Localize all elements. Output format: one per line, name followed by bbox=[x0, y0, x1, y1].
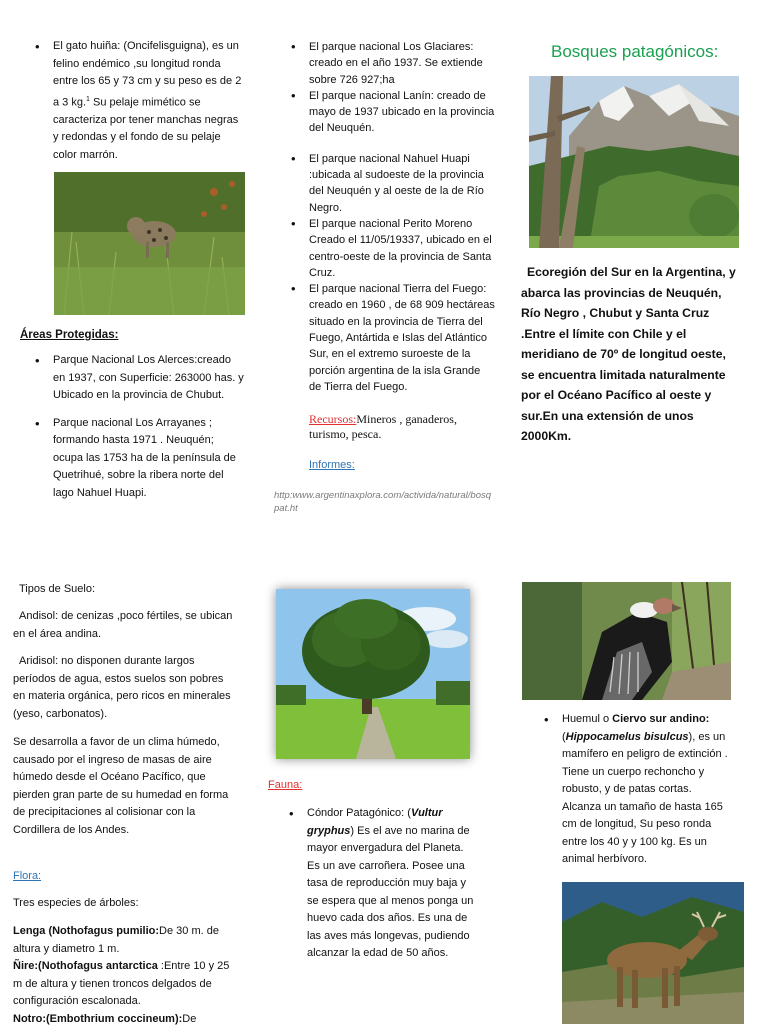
areas-protegidas-heading: Áreas Protegidas: bbox=[20, 327, 118, 345]
parque-glaciares bbox=[309, 39, 495, 88]
aridisol-text: Aridisol: no disponen durante largos períodos de agua, estos suelos son pobres en materia orgánica, pero ricos en minerales (yeso, carbonatos). bbox=[13, 653, 233, 723]
bosque-photo bbox=[529, 76, 739, 248]
parque-perito-moreno bbox=[309, 216, 495, 281]
recursos-text: Mineros , ganaderos, turismo, pesca. bbox=[309, 412, 457, 441]
condor-photo bbox=[522, 582, 731, 700]
nire-name: Ñire:(Nothofagus antarctica bbox=[13, 960, 158, 972]
huemul-paren: ( bbox=[562, 731, 566, 743]
recursos-label: Recursos: bbox=[309, 412, 356, 426]
nire-item bbox=[13, 958, 235, 1011]
condor-bullet bbox=[307, 805, 477, 963]
area-arrayanes-text: Parque nacional Los Arrayanes ; formando hasta 1971 . Neuquén; ocupa las 1753 ha de la península de Quetrihué, sobre la ribera norte del lago Nahuel Huapi. bbox=[53, 417, 236, 499]
flora-heading: Flora: bbox=[13, 870, 41, 882]
huemul-text-a: Huemul o bbox=[562, 713, 612, 725]
huemul-scientific-name: Hippocamelus bisulcus bbox=[566, 731, 689, 743]
parque-tierra-del-fuego-text: El parque nacional Tierra del Fuego: creado en 1960 , de 68 909 hectáreas situado en la provincia de Tierra del Fuego, Antártida e Islas del Atlántico Sur, en el extremo suroeste de la porción argentina de la isla Grande de Tierra del Fuego. bbox=[309, 283, 495, 393]
arboles-list bbox=[13, 923, 235, 1028]
area-alerces-text: Parque Nacional Los Alerces:creado en 1937, con Superficie: 263000 has. y Ubicado en la provincia de Chubut. bbox=[53, 354, 244, 401]
parque-glaciares-text: El parque nacional Los Glaciares: creado en el año 1937. Se extiende sobre 726 927;ha bbox=[309, 41, 483, 86]
lenga-desc: De 30 m. de altura y diametro 1 m. bbox=[13, 925, 219, 955]
gato-huina-text-tail: Su pelaje mimético se caracteriza por tener manchas negras y redondas y el fondo de su pelaje color marrón. bbox=[53, 96, 238, 161]
notro-name: Notro:(Embothrium coccineum): bbox=[13, 1013, 182, 1025]
areas-list bbox=[53, 352, 245, 502]
huemul-text-b: ), es un mamífero en peligro de extinción . Tiene un cuerpo rechoncho y robusto, y de patas cortas. Alcanza un tamaño de hasta 165 cm de longitud, Su peso ronda entre los 40 y y 100 kg. Es un animal herbívoro. bbox=[562, 731, 728, 866]
page-title: Bosques patagónicos: bbox=[551, 42, 718, 62]
tres-especies-text: Tres especies de árboles: bbox=[13, 895, 139, 913]
huemul-common-name: Ciervo sur andino: bbox=[612, 713, 709, 725]
huemul-item bbox=[562, 711, 732, 869]
fauna-heading: Fauna: bbox=[268, 779, 302, 791]
ecoregion-intro: Ecoregión del Sur en la Argentina, y abarca las provincias de Neuquén, Río Negro , Chubut y Santa Cruz .Entre el límite con Chile y el meridiano de 70º de longitud oeste, se encuentra limitada naturalmente por el Océano Pacífico al oeste y sur.En una extensión de unos 2000Km. bbox=[521, 262, 736, 447]
footnote-ref: 1 bbox=[86, 96, 90, 103]
parque-lanin bbox=[309, 88, 495, 137]
condor-item bbox=[307, 805, 477, 963]
nire-desc: :Entre 10 y 25 m de altura y tienen troncos delgados de configuración escalonada. bbox=[13, 960, 229, 1007]
clima-text: Se desarrolla a favor de un clima húmedo, causado por el ingreso de masas de aire húmedo desde el Océano Pacífico, que pierden gran parte de su humedad en forma de precipitaciones al colisionar con la Cordillera de los Andes. bbox=[13, 734, 235, 839]
parque-nahuel-huapi bbox=[309, 151, 495, 216]
area-alerces bbox=[53, 352, 245, 405]
gato-huina-photo bbox=[54, 172, 245, 315]
gato-huina-item bbox=[53, 38, 245, 164]
parque-nahuel-huapi-text: El parque nacional Nahuel Huapi :ubicada al sudoeste de la provincia del Neuquén y al oeste de la de Río Negro. bbox=[309, 153, 484, 214]
arbol-photo bbox=[276, 589, 470, 759]
andisol-text: Andisol: de cenizas ,poco fértiles, se ubican en el área andina. bbox=[13, 608, 233, 643]
gato-huina-bullet bbox=[53, 38, 245, 164]
lenga-item bbox=[13, 923, 235, 958]
parque-lanin-text: El parque nacional Lanín: creado de mayo de 1937 ubicado en la provincia del Neuquén. bbox=[309, 90, 494, 135]
notro-desc: De bbox=[182, 1013, 196, 1025]
notro-item bbox=[13, 1011, 235, 1028]
area-arrayanes bbox=[53, 415, 245, 503]
parque-perito-moreno-text: El parque nacional Perito Moreno Creado el 11/05/19337, ubicado en el centro-oeste de la provincia de Santa Cruz. bbox=[309, 218, 492, 279]
gato-huina-text: El gato huiña: (Oncifelisguigna), es un felino endémico ,su longitud ronda entre los 65 y 73 cm y su peso es de 2 a 3 kg. bbox=[53, 40, 241, 108]
condor-text-b: ) Es el ave no marina de mayor envergadura del Planeta. Es un ave carroñera. Posee una tasa de reproducción muy baja y se espera que al menos ponga un huevo cada dos años. Es una de las aves más longevas, pudiendo alcanzar la edad de 50 años. bbox=[307, 825, 473, 960]
recursos-line bbox=[309, 412, 489, 442]
parques-list bbox=[309, 39, 495, 395]
source-url[interactable]: http:www.argentinaxplora.com/activida/natural/bosqpat.ht bbox=[274, 489, 496, 515]
huemul-photo bbox=[562, 882, 744, 1024]
parque-tierra-del-fuego bbox=[309, 281, 495, 395]
informes-link[interactable]: Informes: bbox=[309, 459, 355, 471]
condor-scientific-name: Vultur gryphus bbox=[307, 807, 443, 837]
huemul-bullet bbox=[562, 711, 732, 869]
condor-text-a: Cóndor Patagónico: ( bbox=[307, 807, 411, 819]
tipos-suelo-heading: Tipos de Suelo: bbox=[19, 581, 95, 599]
lenga-name: Lenga (Nothofagus pumilio: bbox=[13, 925, 159, 937]
